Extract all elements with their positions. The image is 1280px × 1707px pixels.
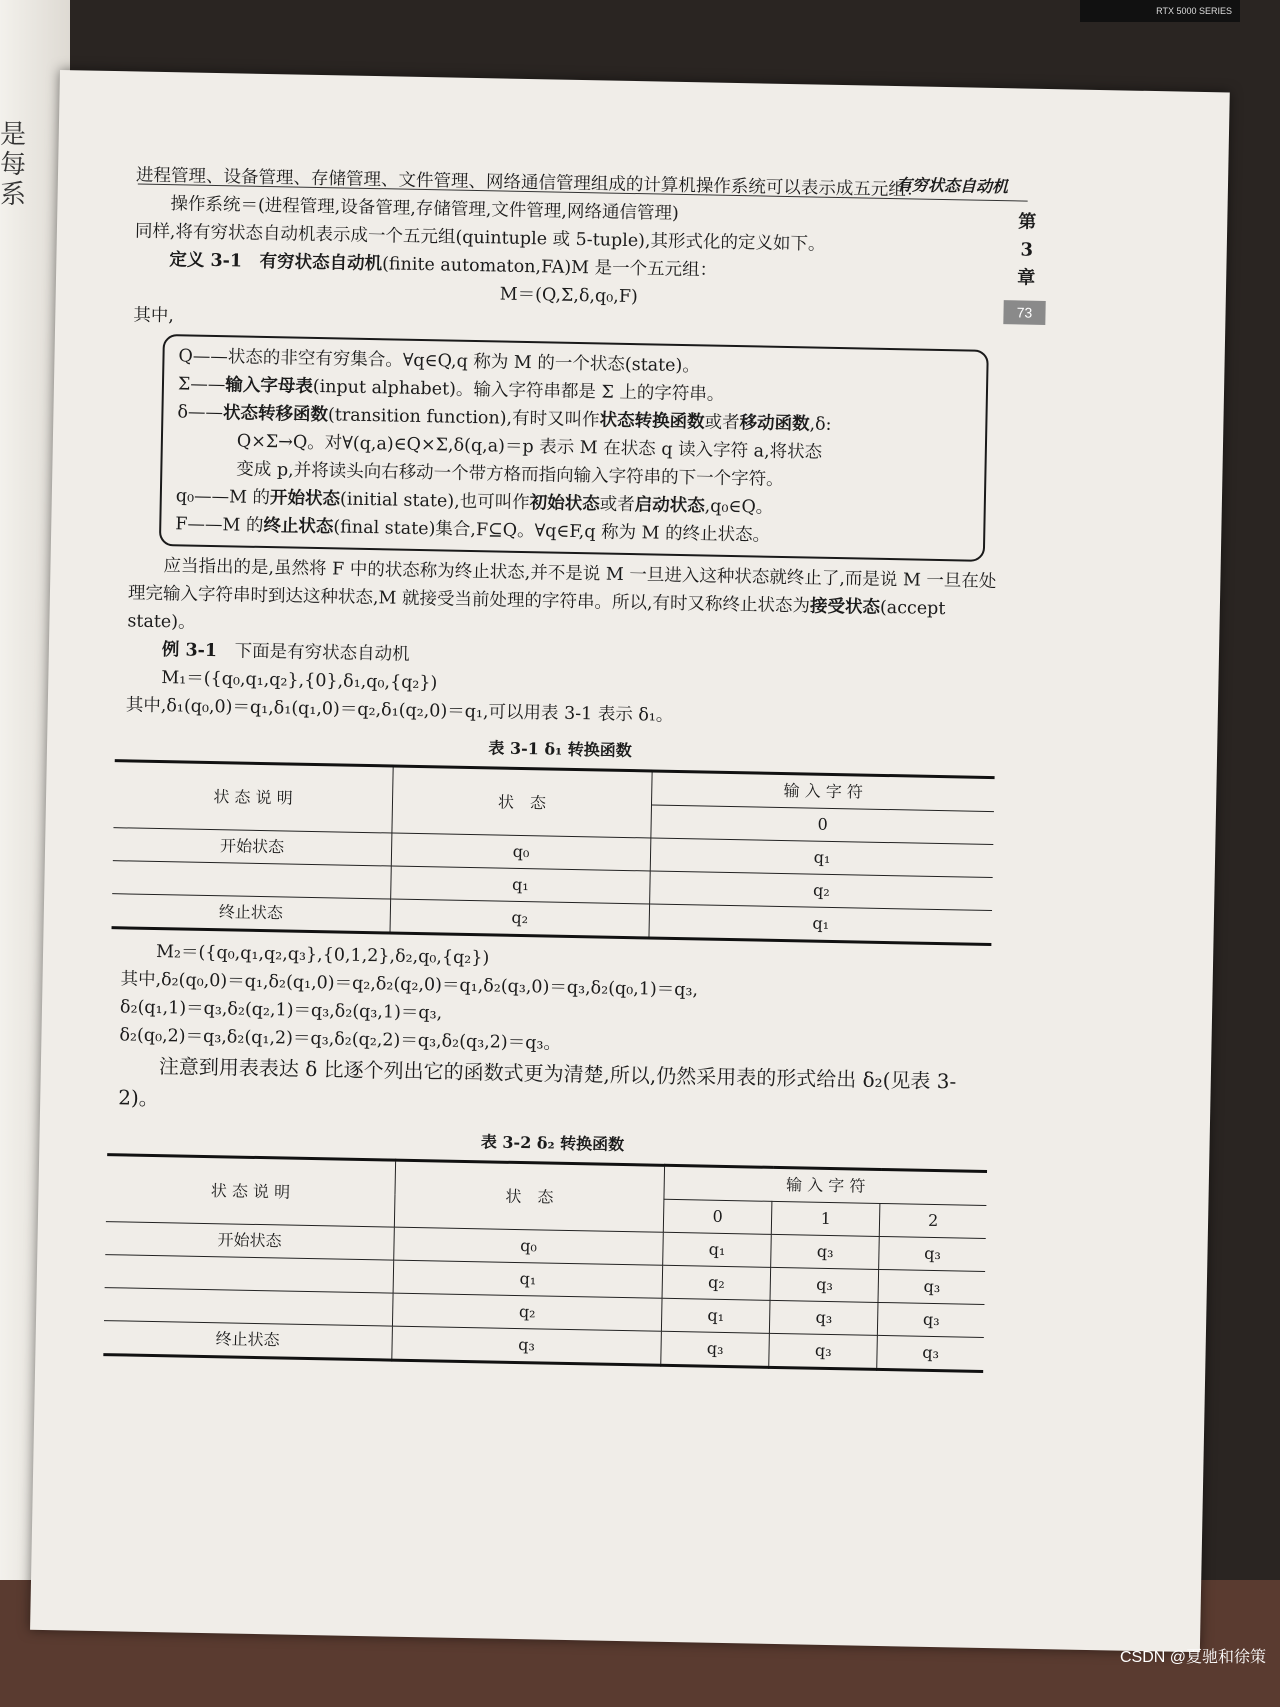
header-cell: 0 <box>651 805 994 845</box>
text: F——M 的 <box>175 514 264 536</box>
table-cell: q₃ <box>879 1236 986 1271</box>
formula-line: 操作系统＝(进程管理,设备管理,存储管理,文件管理,网络通信管理) <box>170 194 679 224</box>
table-cell: q₁ <box>393 1260 663 1298</box>
formula-line: M₂＝({q₀,q₁,q₂,q₃},{0,1,2},δ₂,q₀,{q₂}) <box>155 942 490 969</box>
text: 或者 <box>599 494 635 516</box>
table-cell: 终止状态 <box>112 894 391 933</box>
table-cell: q₂ <box>390 899 650 938</box>
def-delta-line3: 变成 p,并将读头向右移动一个带方格而指向输入字符串的下一个字符。 <box>236 459 784 490</box>
header-cell: 1 <box>771 1201 880 1236</box>
text: ,q₀∈Q。 <box>704 496 774 518</box>
table-cell: q₃ <box>770 1267 879 1302</box>
table-cell: 终止状态 <box>103 1321 392 1361</box>
text: (initial state),也可叫作 <box>339 489 530 514</box>
term: 输入字母表 <box>225 375 314 397</box>
text: 应当指出的是,虽然将 F 中的状态称为终止状态,并不是说 M 一旦进入这种状态就终止了,而是说 M 一旦在处理完输入字符串时到达这种状态,M 就接受当前处理的字符串。所以,有时又称终止状态为 <box>127 556 997 617</box>
table-caption: 表 3-1 δ₁ 转换函数 <box>488 738 632 761</box>
term: 移动函数 <box>739 413 810 435</box>
paragraph: δ₂(q₁,1)＝q₃,δ₂(q₂,1)＝q₃,δ₂(q₃,1)＝q₃, <box>119 997 443 1024</box>
where-label: 其中, <box>133 305 175 327</box>
text: (input alphabet)。输入字符串都是 Σ 上的字符串。 <box>312 376 725 405</box>
paragraph: 进程管理、设备管理、存储管理、文件管理、网络通信管理组成的计算机操作系统可以表示成五元组： <box>135 165 924 201</box>
header-cell: 状 态 <box>394 1160 664 1232</box>
table-cell: q₃ <box>770 1300 879 1335</box>
term: 开始状态 <box>269 488 341 510</box>
definition-label: 定义 3-1 <box>169 250 243 272</box>
header-cell: 2 <box>880 1203 987 1238</box>
background-brand-label: RTX 5000 SERIES <box>1080 0 1240 22</box>
table-cell: q₁ <box>650 838 993 878</box>
definition-term: 有穷状态自动机 <box>259 251 383 275</box>
table-cell <box>105 1255 394 1294</box>
left-margin-text: 是每系 <box>0 120 27 210</box>
table-cell: q₂ <box>392 1293 662 1331</box>
running-header: 有穷状态自动机 <box>895 175 1009 197</box>
header-cell: 状 态 说 明 <box>106 1155 396 1228</box>
header-cell: 状 态 <box>392 766 652 838</box>
chapter-char: 第 <box>1018 211 1037 233</box>
definition-text: (finite automaton,FA)M 是一个五元组： <box>381 254 718 281</box>
table-cell: q₃ <box>661 1331 770 1367</box>
paragraph: δ₂(q₀,2)＝q₃,δ₂(q₁,2)＝q₃,δ₂(q₂,2)＝q₃,δ₂(q₃,2)＝q₃。 <box>119 1025 562 1054</box>
page-number: 73 <box>1003 300 1045 325</box>
formula: M＝(Q,Σ,δ,q₀,F) <box>499 284 638 308</box>
book-page <box>30 70 1230 1652</box>
text: (final state)集合,F⊆Q。∀q∈F,q 称为 M 的终止状态。 <box>333 517 771 546</box>
paragraph: 同样,将有穷状态自动机表示成一个五元组(quintuple 或 5-tuple),其形式化的定义如下。 <box>134 221 826 255</box>
header-cell: 状 态 说 明 <box>113 761 393 833</box>
paragraph: 其中,δ₂(q₀,0)＝q₁,δ₂(q₁,0)＝q₂,δ₂(q₂,0)＝q₁,δ₂(q₃,0)＝q₃,δ₂(q₀,1)＝q₃, <box>120 969 699 1001</box>
def-delta-line2: Q×Σ→Q。对∀(q,a)∈Q×Σ,δ(q,a)＝p 表示 M 在状态 q 读入字符 a,将状态 <box>236 431 823 463</box>
text: 或者 <box>704 412 740 434</box>
table-cell <box>112 861 391 899</box>
table-cell: q₃ <box>771 1234 880 1269</box>
term: 初始状态 <box>529 493 600 515</box>
text: δ—— <box>177 402 224 424</box>
header-cell: 输 入 字 符 <box>651 771 994 812</box>
table-cell: 开始状态 <box>105 1222 394 1261</box>
example-label: 例 3-1 <box>161 640 218 662</box>
paragraph: 注意到用表表达 δ 比逐个列出它的函数式更为清楚,所以,仍然采用表的形式给出 δ₂(见表 3-2)。 <box>118 1054 957 1111</box>
term: 状态转换函数 <box>599 410 705 433</box>
text: Σ—— <box>177 374 226 396</box>
header-cell: 输 入 字 符 <box>664 1165 987 1205</box>
table-cell: q₀ <box>391 833 651 871</box>
text: ,δ: <box>809 414 832 435</box>
table-cell: q₁ <box>649 904 992 945</box>
body-text <box>113 161 1009 1380</box>
table-cell: q₂ <box>662 1265 771 1300</box>
header-cell: 0 <box>663 1199 772 1234</box>
def-q: Q——状态的非空有穷集合。∀q∈Q,q 称为 M 的一个状态(state)。 <box>178 346 701 377</box>
table-delta1 <box>112 759 995 946</box>
text: (accept state)。 <box>127 597 946 633</box>
chapter-number: 3 <box>1020 239 1034 261</box>
hand-drawn-box <box>159 334 989 562</box>
table-cell: q₃ <box>878 1302 985 1337</box>
table-cell: q₃ <box>877 1335 984 1371</box>
term: 启动状态 <box>634 495 705 517</box>
watermark: CSDN @夏驰和徐策 <box>1119 1649 1266 1666</box>
table-cell <box>104 1288 393 1327</box>
term: 终止状态 <box>263 515 334 538</box>
table-delta2 <box>103 1153 987 1373</box>
table-cell: q₃ <box>392 1326 662 1365</box>
term: 状态转移函数 <box>222 403 329 426</box>
table-caption: 表 3-2 δ₂ 转换函数 <box>480 1132 625 1155</box>
example-text: 下面是有穷状态自动机 <box>234 641 410 665</box>
table-cell: q₀ <box>394 1227 664 1265</box>
text: q₀——M 的 <box>175 486 271 509</box>
text: (transition function),有时又叫作 <box>327 405 600 431</box>
formula-line: M₁＝({q₀,q₁,q₂},{0},δ₁,q₀,{q₂}) <box>161 668 438 694</box>
term: 接受状态 <box>809 596 881 618</box>
table-cell: q₁ <box>661 1298 770 1333</box>
table-cell: q₁ <box>391 866 651 904</box>
table-cell: q₁ <box>663 1232 772 1267</box>
paragraph: 其中,δ₁(q₀,0)＝q₁,δ₁(q₁,0)＝q₂,δ₁(q₂,0)＝q₁,可以用表 3-1 表示 δ₁。 <box>125 695 674 726</box>
table-cell: q₂ <box>650 871 993 911</box>
table-cell: q₃ <box>769 1333 878 1369</box>
chapter-tab <box>1006 208 1048 293</box>
table-cell: q₃ <box>878 1269 985 1304</box>
table-cell: 开始状态 <box>113 828 392 866</box>
chapter-char: 章 <box>1016 267 1036 289</box>
